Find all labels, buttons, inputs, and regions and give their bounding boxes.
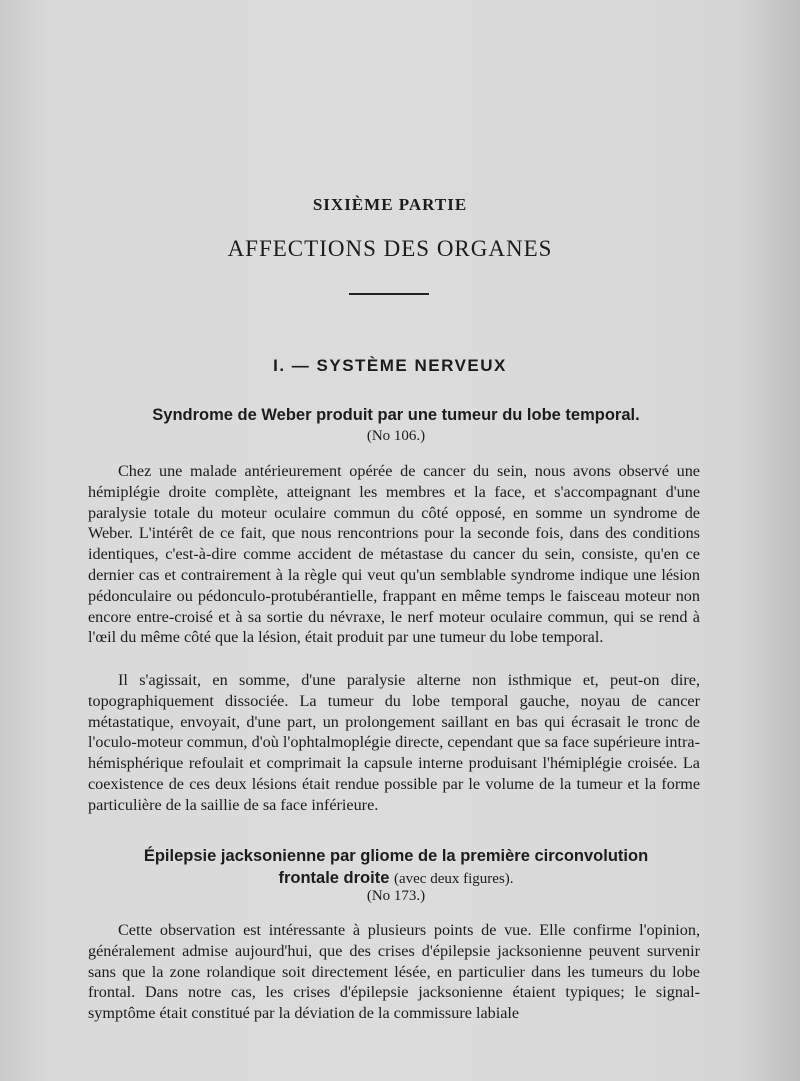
- part-title: SIXIÈME PARTIE: [312, 195, 468, 214]
- article-paragraph: Cette observation est intéressante à plusieurs points de vue. Elle confirme l'opinion, généralement admise aujourd'hui, que des crises d'épilepsie jacksonienne peuvent survenir sans que la zone rolandique soit directement lésée, en particulier dans les tumeurs du lobe frontal. Dans notre cas, les crises d'épilepsie jacksonienne étaient typiques; le signal-symptôme était constitué par la déviation de la commissure labiale: [88, 921, 700, 1023]
- article-title-weber: Syndrome de Weber produit par une tumeur du lobe temporal.: [152, 406, 640, 424]
- article-title-epilepsie: [86, 845, 706, 890]
- section-heading: I. — SYSTÈME NERVEUX: [273, 356, 507, 375]
- article-paragraph: Chez une malade antérieurement opérée de cancer du sein, nous avons observé une hémiplégie droite complète, atteignant les membres et la face, et s'accompagnant d'une paralysie totale du moteur oculaire commun du côté opposé, en somme un syndrome de Weber. L'intérêt de ce fait, que nous rencontrions pour la seconde fois, dans des conditions identiques, c'est-à-dire comme accident de métastase du cancer du sein, consiste, qu'en ce dernier cas et contrairement à la règle qui veut qu'un semblable syndrome indique une lésion pédonculaire ou pédonculo-protubérantielle, frappant en même temps le faisceau moteur non encore entre-croisé et à sa sortie du névraxe, le nerf moteur oculaire commun, qui se rend à l'œil du même côté que la lésion, était produit par une tumeur du lobe temporal.: [88, 462, 700, 647]
- article-title-line1: Épilepsie jacksonienne par gliome de la première circonvolution: [143, 847, 649, 865]
- divider-rule: [349, 293, 429, 295]
- article-ref-173: (No 173.): [366, 888, 426, 904]
- article-title-aside: (avec deux figures).: [394, 871, 514, 887]
- article-ref-106: (No 106.): [366, 428, 426, 444]
- article-paragraph: Il s'agissait, en somme, d'une paralysie alterne non isthmique et, peut-on dire, topographiquement dissociée. La tumeur du lobe temporal gauche, noyau de cancer métastatique, envoyait, d'une part, un prolongement saillant en bas qui écrasait le tronc de l'oculo-moteur commun, d'où l'ophtalmoplégie directe, cependant que sa face supérieure intra-hémisphérique refoulait et comprimait la capsule interne produisant l'hémiplégie croisée. La coexistence de ces deux lésions était rendue possible par le volume de la tumeur et la forme particulière de la saillie de sa face inférieure.: [88, 671, 700, 814]
- article-title-line2: [86, 867, 706, 890]
- part-subtitle: AFFECTIONS DES ORGANES: [227, 236, 553, 261]
- article-title-line2-text: frontale droite: [278, 869, 390, 887]
